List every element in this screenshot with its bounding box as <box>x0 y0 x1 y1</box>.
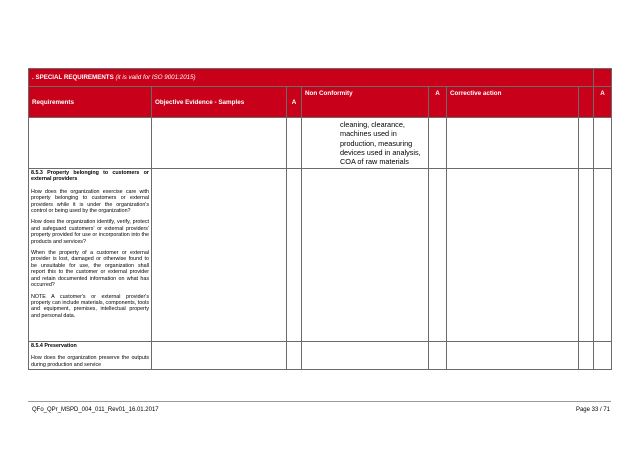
footer-divider <box>28 401 611 402</box>
cell-a2 <box>429 342 447 370</box>
section-title-note: (it is valid for ISO 9001:2015) <box>115 74 196 81</box>
cell-corrective-action <box>447 118 579 169</box>
cell-a2 <box>429 118 447 169</box>
cell-requirements <box>29 118 152 169</box>
cell-corrective-action <box>447 169 579 342</box>
col-header-requirements: Requirements <box>29 87 152 118</box>
cell-a1 <box>287 342 302 370</box>
col-header-a1: A <box>287 87 302 118</box>
cell-a1 <box>287 118 302 169</box>
footer-page-number: Page 33 / 71 <box>575 407 610 413</box>
footer-document-code: QFo_QPr_MSPD_004_011_Rev01_16.01.2017 <box>32 407 159 413</box>
col-header-non-conformity: Non Conformity <box>302 87 429 118</box>
cell-non-conformity: cleaning, clearance, machines used in production, measuring devices used in analysis, COA of raw materials <box>302 118 429 169</box>
col-header-objective-evidence: Objective Evidence - Samples <box>152 87 287 118</box>
cell-blank <box>579 169 594 342</box>
cell-objective-evidence <box>152 342 287 370</box>
cell-blank <box>579 342 594 370</box>
requirement-paragraph: How does the organization preserve the outputs during production and service <box>31 355 149 368</box>
requirement-heading: 8.5.3 Property belonging to customers or external providers <box>31 170 149 183</box>
requirement-paragraph: NOTE A customer's or external provider's property can include materials, components, tools and equipment, premises, intellectual property and personal data. <box>31 293 149 319</box>
section-title-cell <box>29 69 594 87</box>
cell-objective-evidence <box>152 169 287 342</box>
col-header-corrective-action: Corrective action <box>447 87 579 118</box>
col-header-a3: A <box>594 87 612 118</box>
column-header-row <box>29 87 612 118</box>
cell-corrective-action <box>447 342 579 370</box>
continued-row <box>29 118 612 169</box>
section-title-row <box>29 69 612 87</box>
cell-non-conformity <box>302 169 429 342</box>
section-title-end-cell <box>594 69 612 87</box>
cell-blank <box>579 118 594 169</box>
requirement-paragraph: How does the organization identify, verify, protect and safeguard customers' or external providers' property provided for use or incorporation into the products and services? <box>31 219 149 245</box>
requirement-cell-8-5-3 <box>29 169 152 342</box>
requirement-paragraph: How does the organization exercise care with property belonging to customers or external providers while it is under the organization's control or being used by the organization? <box>31 188 149 215</box>
section-title: . SPECIAL REQUIREMENTS <box>32 74 114 81</box>
cell-a3 <box>594 342 612 370</box>
col-header-a2: A <box>429 87 447 118</box>
requirement-row-8-5-4 <box>29 342 612 370</box>
requirement-row-8-5-3 <box>29 169 612 342</box>
cell-a2 <box>429 169 447 342</box>
requirement-heading: 8.5.4 Preservation <box>31 343 77 349</box>
requirement-paragraph: When the property of a customer or external provider is lost, damaged or otherwise found to be unsuitable for use, the organization shall report this to the customer or external provider and retain documented information on what has occurred? <box>31 250 149 289</box>
cell-a1 <box>287 169 302 342</box>
cell-objective-evidence <box>152 118 287 169</box>
cell-non-conformity <box>302 342 429 370</box>
col-header-blank <box>579 87 594 118</box>
cell-a3 <box>594 169 612 342</box>
requirement-cell-8-5-4 <box>29 342 152 370</box>
audit-checklist-table <box>28 68 612 370</box>
cell-a3 <box>594 118 612 169</box>
